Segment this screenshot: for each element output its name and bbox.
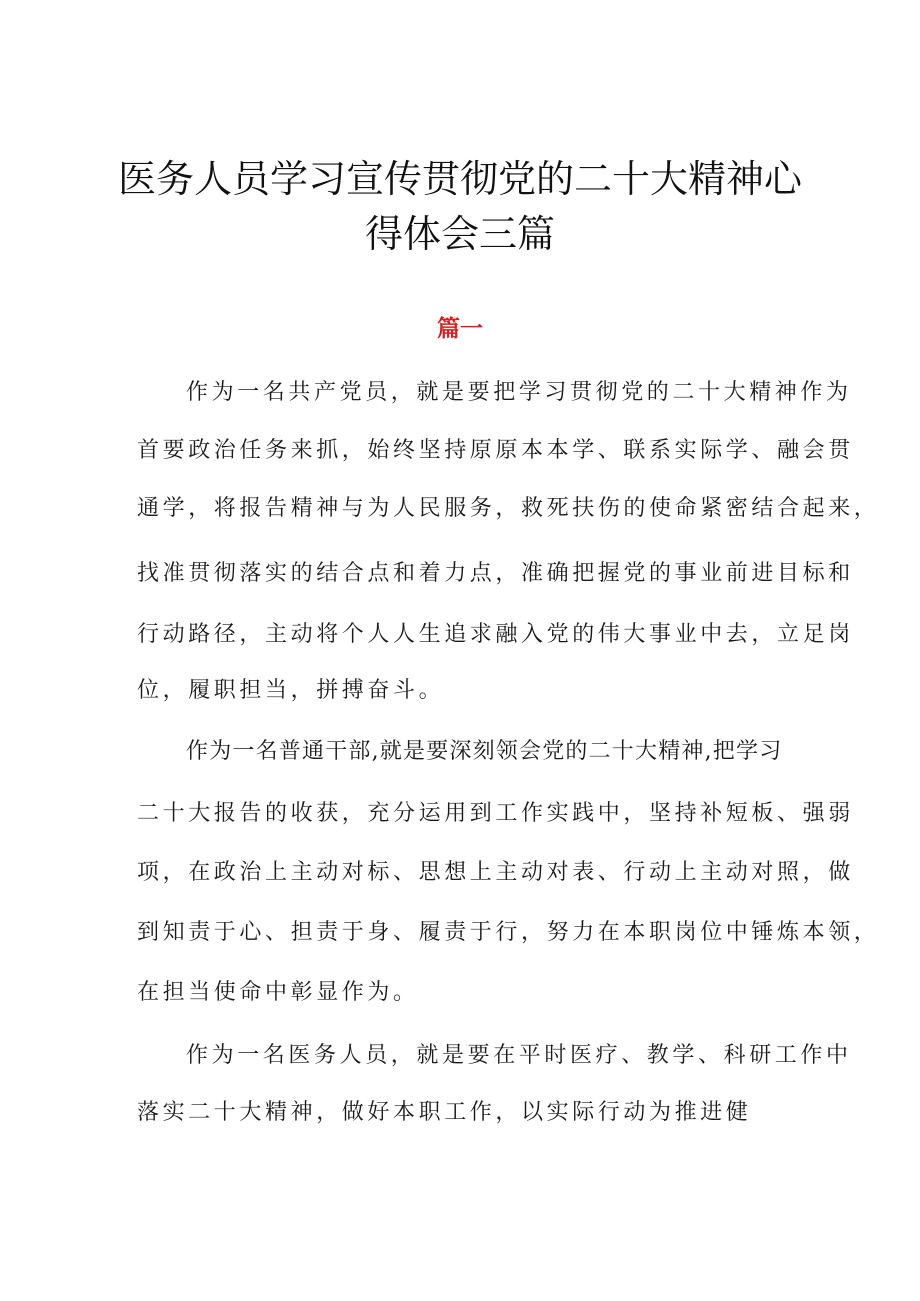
document-title-line-2: 得体会三篇 — [364, 212, 555, 256]
paragraph-1-line-4: 找准贯彻落实的结合点和着力点，准确把握党的事业前进目标和 — [137, 561, 854, 586]
paragraph-1-line-3: 通学，将报告精神与为人民服务，救死扶伤的使命紧密结合起来， — [137, 496, 880, 521]
paragraph-2-line-5: 在担当使命中彰显作为。 — [137, 980, 419, 1005]
paragraph-2-line-1: 作为一名普通干部,就是要深刻领会党的二十大精神,把学习 — [186, 739, 783, 764]
paragraph-1-line-5: 行动路径，主动将个人人生追求融入党的伟大事业中去，立足岗 — [137, 622, 854, 647]
paragraph-3-line-2: 落实二十大精神，做好本职工作，以实际行动为推进健 — [137, 1100, 752, 1125]
section-heading: 篇一 — [437, 316, 483, 342]
paragraph-3-line-1: 作为一名医务人员，就是要在平时医疗、教学、科研工作中 — [186, 1043, 852, 1068]
paragraph-2-line-2: 二十大报告的收获，充分运用到工作实践中，坚持补短板、强弱 — [137, 801, 854, 826]
paragraph-1-line-1: 作为一名共产党员，就是要把学习贯彻党的二十大精神作为 — [186, 380, 852, 405]
paragraph-2-line-4: 到知责于心、担责于身、履责于行，努力在本职岗位中锤炼本领， — [137, 920, 880, 945]
paragraph-2-line-3: 项，在政治上主动对标、思想上主动对表、行动上主动对照，做 — [137, 860, 854, 885]
paragraph-1-line-2: 首要政治任务来抓，始终坚持原原本本学、联系实际学、融会贯 — [137, 438, 854, 463]
paragraph-1-line-6: 位，履职担当，拼搏奋斗。 — [137, 678, 445, 703]
document-title-line-1: 医务人员学习宣传贯彻党的二十大精神心 — [117, 157, 802, 201]
